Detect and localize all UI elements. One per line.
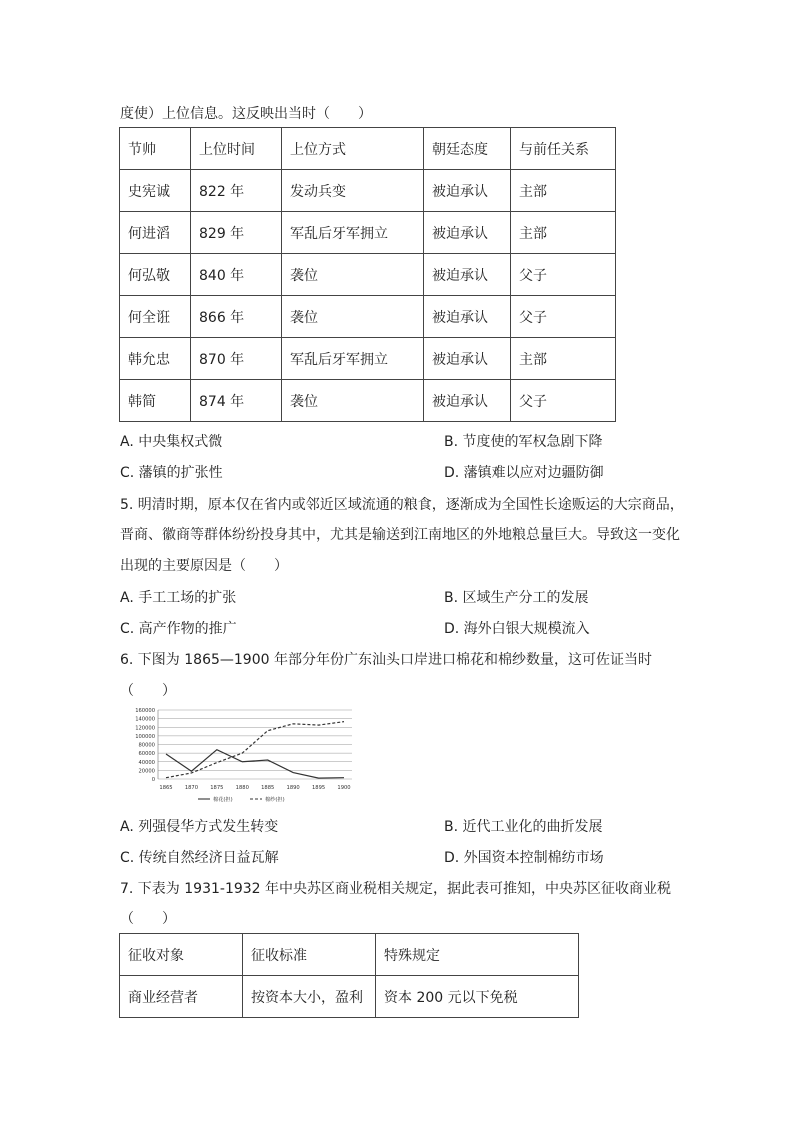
q4-table xyxy=(119,127,616,422)
chart-y-ticks xyxy=(135,708,155,783)
legend-label: 棉纱(担) xyxy=(265,797,285,803)
table-cell: 874 年 xyxy=(191,380,282,422)
q5-stem-line-1: 5. 明清时期，原本仅在省内或邻近区域流通的粮食，逐渐成为全国性长途贩运的大宗商品， xyxy=(120,497,684,513)
table-cell: 发动兵变 xyxy=(282,170,424,212)
table-header-cell: 特殊规定 xyxy=(376,934,579,976)
table-cell: 何弘敬 xyxy=(120,254,191,296)
x-tick-label: 1890 xyxy=(286,785,300,791)
table-cell: 袭位 xyxy=(282,254,424,296)
table-cell: 何进滔 xyxy=(120,212,191,254)
table-cell: 被迫承认 xyxy=(424,380,511,422)
y-tick-label: 140000 xyxy=(135,716,155,723)
y-tick-label: 160000 xyxy=(135,708,155,714)
q4-option-c[interactable]: C. 藩镇的扩张性 xyxy=(120,465,223,481)
table-cell: 被迫承认 xyxy=(424,212,511,254)
table-cell: 被迫承认 xyxy=(424,254,511,296)
x-tick-label: 1870 xyxy=(184,785,199,791)
table-cell: 主部 xyxy=(511,170,616,212)
table-cell: 被迫承认 xyxy=(424,170,511,212)
table-header-cell: 节帅 xyxy=(120,128,191,170)
table-cell: 韩允忠 xyxy=(120,338,191,380)
q6-stem-line-1: 6. 下图为 1865—1900 年部分年份广东汕头口岸进口棉花和棉纱数量，这可佐证当时 xyxy=(120,652,652,668)
q5-stem-line-2: 晋商、徽商等群体纷纷投身其中，尤其是输送到江南地区的外地粮总量巨大。导致这一变化 xyxy=(120,527,680,543)
table-cell: 父子 xyxy=(511,380,616,422)
table-header-cell: 朝廷态度 xyxy=(424,128,511,170)
table-cell: 商业经营者 xyxy=(120,976,243,1018)
table-cell: 军乱后牙军拥立 xyxy=(282,338,424,380)
table-cell: 袭位 xyxy=(282,380,424,422)
q6-option-d[interactable]: D. 外国资本控制棉纺市场 xyxy=(444,850,604,866)
q4-option-a[interactable]: A. 中央集权式微 xyxy=(120,434,223,450)
y-tick-label: 120000 xyxy=(135,725,155,732)
x-tick-label: 1900 xyxy=(337,785,351,791)
table-cell: 父子 xyxy=(511,254,616,296)
y-tick-label: 20000 xyxy=(138,768,155,775)
q4-option-b[interactable]: B. 节度使的军权急剧下降 xyxy=(444,434,603,450)
series-line xyxy=(166,750,344,778)
chart-x-ticks xyxy=(159,785,350,791)
table-header-cell: 上位方式 xyxy=(282,128,424,170)
table-cell: 822 年 xyxy=(191,170,282,212)
table-header-cell: 与前任关系 xyxy=(511,128,616,170)
table-cell: 史宪诚 xyxy=(120,170,191,212)
q4-option-d[interactable]: D. 藩镇难以应对边疆防御 xyxy=(444,465,604,481)
y-tick-label: 80000 xyxy=(138,742,155,749)
table-cell: 840 年 xyxy=(191,254,282,296)
q5-option-c[interactable]: C. 高产作物的推广 xyxy=(120,621,237,637)
table-cell: 父子 xyxy=(511,296,616,338)
q5-option-a[interactable]: A. 手工工场的扩张 xyxy=(120,590,237,606)
x-tick-label: 1880 xyxy=(235,785,249,791)
q7-stem-line-2: （ ） xyxy=(120,911,176,927)
table-cell: 军乱后牙军拥立 xyxy=(282,212,424,254)
table-cell: 袭位 xyxy=(282,296,424,338)
x-tick-label: 1885 xyxy=(261,785,275,791)
series-line xyxy=(166,722,344,778)
q5-stem-line-3: 出现的主要原因是（ ） xyxy=(120,558,288,574)
q6-option-b[interactable]: B. 近代工业化的曲折发展 xyxy=(444,819,603,835)
table-cell: 按资本大小，盈利 xyxy=(243,976,376,1018)
q5-option-d[interactable]: D. 海外白银大规模流入 xyxy=(444,621,590,637)
table-cell: 韩简 xyxy=(120,380,191,422)
table-cell: 主部 xyxy=(511,338,616,380)
table-header-cell: 征收标准 xyxy=(243,934,376,976)
q7-stem-line-1: 7. 下表为 1931-1932 年中央苏区商业税相关规定，据此表可推知，中央苏区征收商业税 xyxy=(120,881,672,897)
table-cell: 何全诳 xyxy=(120,296,191,338)
q6-option-c[interactable]: C. 传统自然经济日益瓦解 xyxy=(120,850,279,866)
table-header-row xyxy=(120,934,579,976)
legend-label: 棉花(担) xyxy=(213,797,233,803)
table-row xyxy=(120,338,616,380)
table-row xyxy=(120,170,616,212)
y-tick-label: 100000 xyxy=(135,733,155,740)
table-cell: 被迫承认 xyxy=(424,338,511,380)
y-tick-label: 40000 xyxy=(138,759,155,766)
q5-option-b[interactable]: B. 区域生产分工的发展 xyxy=(444,590,589,606)
table-cell: 主部 xyxy=(511,212,616,254)
table-header-row xyxy=(120,128,616,170)
y-tick-label: 60000 xyxy=(138,751,155,758)
table-cell: 870 年 xyxy=(191,338,282,380)
x-tick-label: 1865 xyxy=(159,785,173,791)
table-header-cell: 征收对象 xyxy=(120,934,243,976)
table-cell: 被迫承认 xyxy=(424,296,511,338)
q7-table xyxy=(119,933,579,1018)
table-cell: 资本 200 元以下免税 xyxy=(376,976,579,1018)
table-header-cell: 上位时间 xyxy=(191,128,282,170)
q4-stem-tail: 度使）上位信息。这反映出当时（ ） xyxy=(120,106,372,122)
table-row xyxy=(120,254,616,296)
table-cell: 829 年 xyxy=(191,212,282,254)
cotton-import-chart xyxy=(120,704,360,806)
table-row xyxy=(120,296,616,338)
table-row xyxy=(120,976,579,1018)
table-row xyxy=(120,380,616,422)
table-row xyxy=(120,212,616,254)
y-tick-label: 0 xyxy=(151,777,155,783)
chart-legend xyxy=(198,795,285,803)
q6-option-a[interactable]: A. 列强侵华方式发生转变 xyxy=(120,819,279,835)
x-tick-label: 1895 xyxy=(311,785,326,791)
q6-stem-line-2: （ ） xyxy=(120,683,176,699)
chart-series xyxy=(166,722,344,779)
x-tick-label: 1875 xyxy=(210,785,224,791)
table-cell: 866 年 xyxy=(191,296,282,338)
